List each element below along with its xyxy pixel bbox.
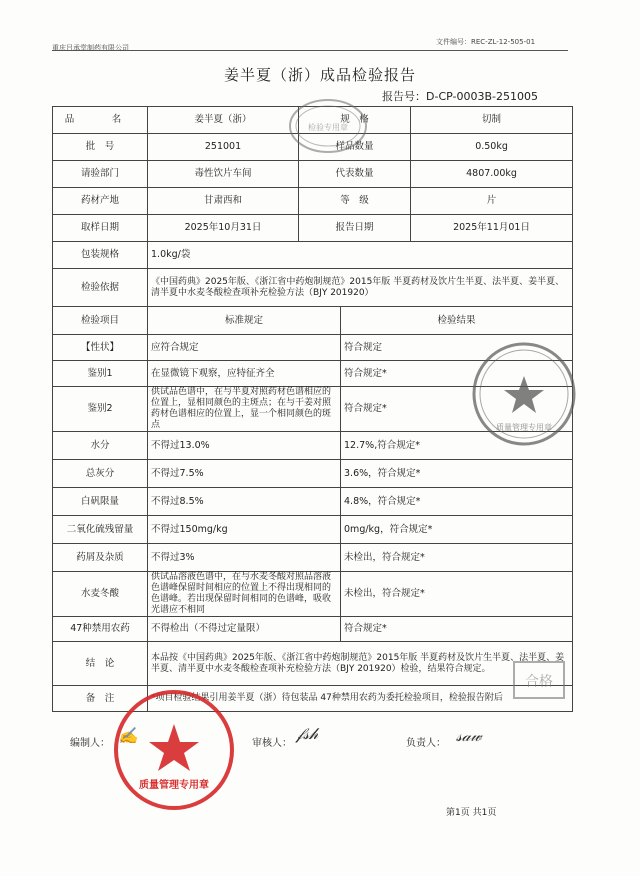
reviewed-signature: 𝒻𝓈𝒽 (296, 724, 319, 743)
test-result: 符合规定* (341, 387, 573, 432)
svg-text:质量管理专用章: 质量管理专用章 (496, 423, 552, 432)
col-result-header: 检验结果 (341, 307, 573, 335)
rep-qty-value: 4807.00kg (411, 161, 573, 188)
test-result: 符合规定* (341, 361, 573, 387)
test-item: 【性状】 (53, 335, 148, 361)
test-standard: 不得检出（不得过定量限） (148, 617, 341, 642)
test-standard: 在显微镜下观察，应特征齐全 (148, 361, 341, 387)
test-item: 二氧化硫残留量 (53, 516, 148, 544)
test-standard: 不得过7.5% (148, 460, 341, 488)
test-item: 水麦冬酸 (53, 572, 148, 617)
test-item: 鉴别1 (53, 361, 148, 387)
test-result: 4.8%，符合规定* (341, 488, 573, 516)
sample-qty-label: 样品数量 (299, 134, 411, 161)
test-result: 符合规定* (341, 617, 573, 642)
report-table (52, 106, 573, 712)
test-item: 水分 (53, 432, 148, 460)
test-result: 未检出，符合规定* (341, 572, 573, 617)
test-standard: 供试品溶液色谱中，在与水麦冬酸对照品溶液色谱峰保留时间相应的位置上不得出现相同的色谱峰。若出现保留时间相同的色谱峰，吸收光谱应不相同 (148, 572, 341, 617)
batch-label: 批 号 (53, 134, 148, 161)
svg-text:检验专用章: 检验专用章 (308, 123, 348, 132)
test-item: 总灰分 (53, 460, 148, 488)
test-result: 未检出，符合规定* (341, 544, 573, 572)
origin-label: 药材产地 (53, 188, 148, 215)
page-title: 姜半夏（浙）成品检验报告 (223, 66, 416, 84)
page-indicator: 第1页 共1页 (446, 808, 497, 818)
name-label: 品 名 (53, 107, 148, 134)
remarks-text: *项目检验结果引用姜半夏（浙）待包装品 47种禁用农药为委托检验项目，检验报告附后 (148, 686, 573, 712)
test-standard: 不得过3% (148, 544, 341, 572)
prepared-by-label: 编制人： (70, 738, 110, 749)
test-result: 符合规定 (341, 335, 573, 361)
dept-label: 请验部门 (53, 161, 148, 188)
test-item: 鉴别2 (53, 387, 148, 432)
sample-qty-value: 0.50kg (411, 134, 573, 161)
test-standard: 应符合规定 (148, 335, 341, 361)
test-item: 药屑及杂质 (53, 544, 148, 572)
test-standard: 不得过8.5% (148, 488, 341, 516)
conclusion-label: 结 论 (53, 642, 148, 686)
spec-label: 规 格 (299, 107, 411, 134)
prepared-signature: ✍ (118, 726, 138, 745)
grade-label: 等 级 (299, 188, 411, 215)
test-standard: 不得过150mg/kg (148, 516, 341, 544)
grade-value: 片 (411, 188, 573, 215)
package-value: 1.0kg/袋 (148, 242, 573, 269)
svg-text:质量管理专用章: 质量管理专用章 (139, 780, 209, 791)
report-date-value: 2025年11月01日 (411, 215, 573, 242)
report-number: 报告号：D-CP-0003B-251005 (382, 90, 538, 103)
test-result: 3.6%，符合规定* (341, 460, 573, 488)
test-result: 0mg/kg，符合规定* (341, 516, 573, 544)
col-standard-header: 标准规定 (148, 307, 341, 335)
basis-label: 检验依据 (53, 269, 148, 307)
basis-value: 《中国药典》2025年版、《浙江省中药炮制规范》2015年版 半夏药材及饮片生半夏、法半夏、姜半夏、清半夏中水麦冬酸检查项补充检验方法（BJY 201920） (148, 269, 573, 307)
test-result: 12.7%,符合规定* (341, 432, 573, 460)
test-item: 白矾限量 (53, 488, 148, 516)
sampling-date-value: 2025年10月31日 (148, 215, 299, 242)
test-standard: 不得过13.0% (148, 432, 341, 460)
remarks-label: 备 注 (53, 686, 148, 712)
responsible-label: 负责人： (406, 738, 446, 749)
rep-qty-label: 代表数量 (299, 161, 411, 188)
responsible-signature: 𝓈𝒶𝓌 (456, 726, 482, 745)
col-item-header: 检验项目 (53, 307, 148, 335)
reviewed-by-label: 审核人： (252, 738, 292, 749)
conclusion-text: 本品按《中国药典》2025年版、《浙江省中药炮制规范》2015年版 半夏药材及饮片生半夏、法半夏、姜半夏、清半夏中水麦冬酸检查项补充检验方法（BJY 201920）检验，结果符合规定。 (148, 642, 573, 686)
spec-value: 切制 (411, 107, 573, 134)
test-item: 47种禁用农药 (53, 617, 148, 642)
company-name: 重庆吕承堂制药有限公司 (52, 44, 129, 52)
name-value: 姜半夏（浙） (148, 107, 299, 134)
origin-value: 甘肃西和 (148, 188, 299, 215)
file-number: 文件编号：REC-ZL-12-505-01 (436, 38, 536, 46)
batch-value: 251001 (148, 134, 299, 161)
header-rule (52, 50, 568, 51)
sampling-date-label: 取样日期 (53, 215, 148, 242)
svg-text:合格: 合格 (525, 674, 553, 690)
report-date-label: 报告日期 (299, 215, 411, 242)
dept-value: 毒性饮片车间 (148, 161, 299, 188)
test-standard: 供试品色谱中，在与半夏对照药材色谱相应的位置上，显相同颜色的主斑点；在与干姜对照药材色谱相应的位置上，显一个相同颜色的斑点 (148, 387, 341, 432)
package-label: 包装规格 (53, 242, 148, 269)
